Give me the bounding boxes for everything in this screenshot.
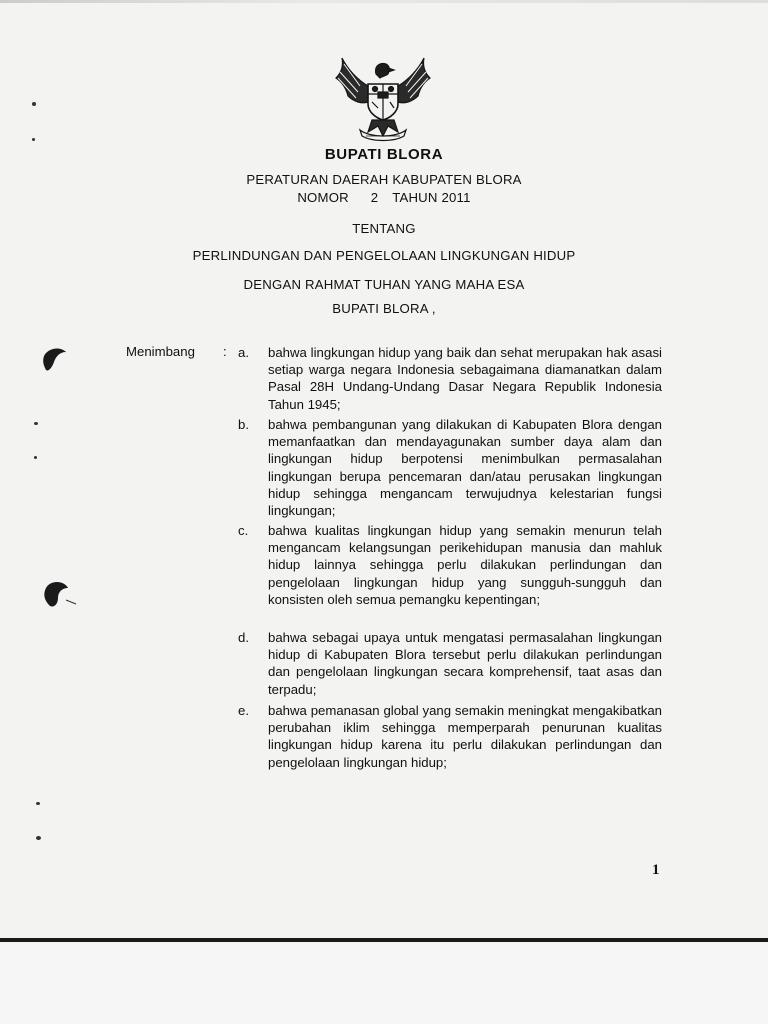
tahun-label: TAHUN 2011 bbox=[392, 190, 471, 205]
scan-speck bbox=[34, 456, 37, 459]
scan-speck bbox=[34, 422, 38, 425]
scan-speck bbox=[32, 138, 35, 141]
nomor-value: 2 bbox=[370, 190, 379, 205]
item-text: bahwa pembangunan yang dilakukan di Kabupaten Blora dengan memanfaatkan dan mendayagunakan sumber daya alam dan lingkungan hidup berpotensi menimbulkan permasalahan lingkungan berupa pencemaran dan/atau perusakan lingkungan hidup sehingga mengancam terwujudnya kelestarian fungsi lingkungan; bbox=[268, 417, 662, 519]
item-text: bahwa lingkungan hidup yang baik dan sehat merupakan hak asasi setiap warga negara Indonesia sebagaimana diamanatkan dalam Pasal 28H Undang-Undang Dasar Negara Republik Indonesia Tahun 1945; bbox=[268, 345, 662, 412]
scan-speck bbox=[36, 836, 41, 840]
issuer-line: BUPATI BLORA , bbox=[332, 301, 436, 316]
document-title: BUPATI BLORA bbox=[324, 146, 444, 163]
page-number: 1 bbox=[652, 862, 660, 878]
regulation-number-line bbox=[0, 190, 768, 205]
scan-speck bbox=[36, 802, 40, 805]
item-marker: b. bbox=[238, 417, 249, 432]
nomor-label: NOMOR bbox=[297, 190, 349, 205]
menimbang-label: Menimbang bbox=[126, 344, 195, 359]
item-marker: c. bbox=[238, 523, 249, 538]
item-text: bahwa pemanasan global yang semakin meningkat mengakibatkan perubahan iklim sehingga memperparah penurunan kualitas lingkungan hidup karena itu perlu dilakukan perlindungan dan pengelolaan lingkungan hidup; bbox=[268, 703, 662, 770]
binder-hole-mark-icon bbox=[40, 344, 74, 376]
scan-speck bbox=[32, 102, 36, 106]
item-marker: d. bbox=[238, 630, 249, 645]
opening-invocation: DENGAN RAHMAT TUHAN YANG MAHA ESA bbox=[243, 277, 525, 292]
regulation-subject: PERLINDUNGAN DAN PENGELOLAAN LINGKUNGAN HIDUP bbox=[192, 248, 576, 263]
item-text: bahwa sebagai upaya untuk mengatasi permasalahan lingkungan hidup di Kabupaten Blora tersebut perlu dilakukan perlindungan dan pengelolaan lingkungan secara komprehensif, taat asas dan terpadu; bbox=[268, 630, 662, 697]
regulation-type: PERATURAN DAERAH KABUPATEN BLORA bbox=[246, 172, 522, 187]
item-text: bahwa kualitas lingkungan hidup yang semakin menurun telah mengancam kelangsungan perikehidupan manusia dan mahluk hidup lainnya sehingga perlu dilakukan perlindungan dan pengelolaan lingkungan hidup yang sungguh-sungguh dan konsisten oleh semua pemangku kepentingan; bbox=[268, 523, 662, 607]
scan-edge-top bbox=[0, 0, 768, 3]
item-marker: a. bbox=[238, 345, 249, 360]
binder-hole-mark-icon bbox=[40, 578, 80, 612]
scan-edge-bottom bbox=[0, 938, 768, 1024]
item-marker: e. bbox=[238, 703, 249, 718]
garuda-emblem-icon bbox=[330, 52, 436, 144]
tentang-heading: TENTANG bbox=[352, 221, 416, 236]
menimbang-colon: : bbox=[223, 344, 227, 359]
